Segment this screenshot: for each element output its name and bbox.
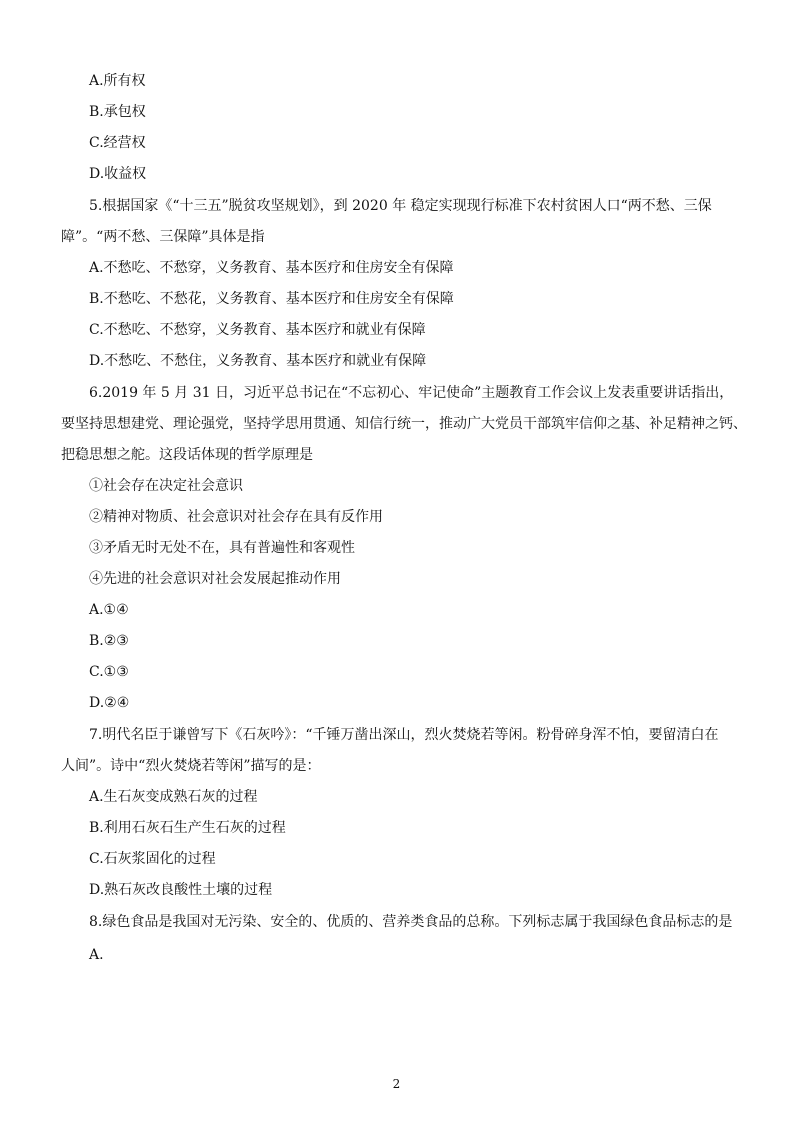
q5-stem-line1: 5.根据国家《“十三五”脱贫攻坚规划》，到 2020 年 稳定实现现行标准下农村贫困人口“两不愁、三保: [89, 198, 712, 214]
q8-stem-line1: 8.绿色食品是我国对无污染、安全的、优质的、营养类食品的总称。下列标志属于我国绿色食品标志的是: [89, 914, 733, 930]
q5-option-b: B.不愁吃、不愁花，义务教育、基本医疗和住房安全有保障: [89, 291, 454, 307]
q4-option-a: A.所有权: [89, 73, 146, 89]
q7-option-a: A.生石灰变成熟石灰的过程: [89, 789, 258, 805]
q5-option-c: C.不愁吃、不愁穿，义务教育、基本医疗和就业有保障: [89, 322, 426, 338]
q6-stem-line3: 把稳思想之舵。这段话体现的哲学原理是: [61, 447, 313, 463]
q5-option-a: A.不愁吃、不愁穿，义务教育、基本医疗和住房安全有保障: [89, 260, 454, 276]
q6-stem-line2: 要坚持思想建党、理论强党，坚持学思用贯通、知信行统一，推动广大党员干部筑牢信仰之基、补足精神之钙、: [61, 416, 747, 432]
q8-option-a: A.: [89, 947, 104, 963]
q5-option-d: D.不愁吃、不愁住，义务教育、基本医疗和就业有保障: [89, 353, 427, 369]
q7-stem-line1: 7.明代名臣于谦曾写下《石灰吟》：“千锤万凿出深山，烈火焚烧若等闲。粉骨碎身浑不怕，要留清白在: [89, 727, 719, 743]
q7-stem-line2: 人间”。诗中“烈火焚烧若等闲”描写的是：: [61, 758, 321, 774]
q6-statement-4: ④先进的社会意识对社会发展起推动作用: [89, 571, 341, 587]
q6-stem-line1: 6.2019 年 5 月 31 日，习近平总书记在“不忘初心、牢记使命”主题教育工作会议上发表重要讲话指出，: [89, 385, 734, 401]
q6-statement-2: ②精神对物质、社会意识对社会存在具有反作用: [89, 509, 383, 525]
q6-statement-1: ①社会存在决定社会意识: [89, 478, 243, 494]
q6-option-b: B.②③: [89, 633, 129, 649]
q7-option-c: C.石灰浆固化的过程: [89, 851, 216, 867]
q4-option-d: D.收益权: [89, 166, 147, 182]
q6-option-a: A.①④: [89, 602, 129, 618]
q4-option-c: C.经营权: [89, 135, 146, 151]
q5-stem-line2: 障”。“两不愁、三保障”具体是指: [61, 229, 265, 245]
page-number: 2: [392, 1077, 401, 1091]
q4-option-b: B.承包权: [89, 104, 146, 120]
q6-statement-3: ③矛盾无时无处不在，具有普遍性和客观性: [89, 540, 355, 556]
q6-option-d: D.②④: [89, 695, 130, 711]
q6-option-c: C.①③: [89, 664, 129, 680]
q7-option-b: B.利用石灰石生产生石灰的过程: [89, 820, 286, 836]
q7-option-d: D.熟石灰改良酸性土壤的过程: [89, 882, 273, 898]
